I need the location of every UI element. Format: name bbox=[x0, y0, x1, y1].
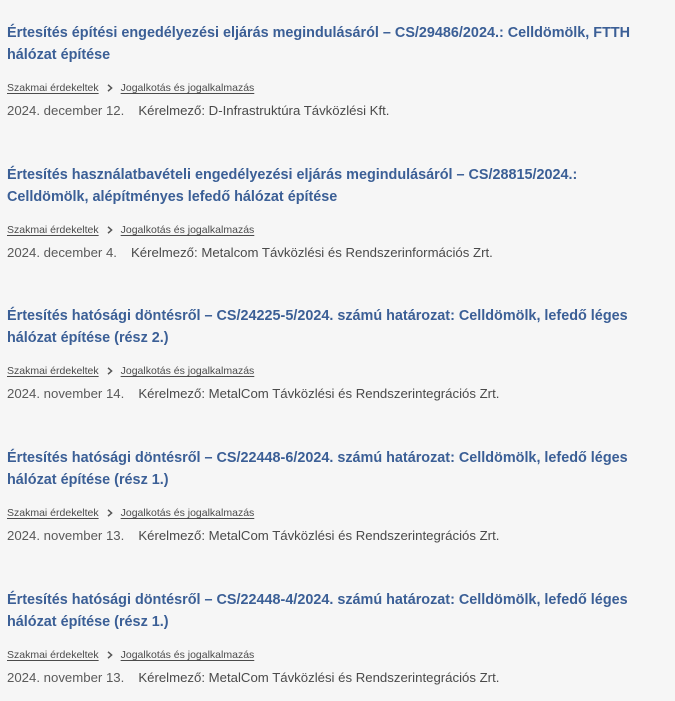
entry-title-link[interactable]: Értesítés hatósági döntésről – CS/22448-4/2024. számú határozat: Celldömölk, lefedő léges hálózat építése (rész 1.) bbox=[7, 592, 628, 630]
list-item bbox=[7, 447, 657, 545]
entry-date: 2024. november 13. bbox=[7, 670, 125, 685]
entry-meta bbox=[7, 102, 657, 120]
chevron-right-icon bbox=[99, 367, 121, 375]
entry-title-link[interactable]: Értesítés hatósági döntésről – CS/22448-6/2024. számú határozat: Celldömölk, lefedő léges hálózat építése (rész 1.) bbox=[7, 450, 628, 488]
entry-applicant: Kérelmező: Metalcom Távközlési és Rendszerinformációs Zrt. bbox=[130, 245, 493, 260]
entry-date: 2024. december 12. bbox=[7, 103, 125, 118]
list-item bbox=[7, 22, 657, 120]
entry-meta bbox=[7, 244, 657, 262]
list-item bbox=[7, 305, 657, 403]
entry-meta bbox=[7, 385, 657, 403]
entry-date: 2024. december 4. bbox=[7, 245, 117, 260]
chevron-right-icon bbox=[99, 651, 121, 659]
entry-title-link[interactable]: Értesítés használatbavételi engedélyezési eljárás megindulásáról – CS/28815/2024.: Celldömölk, alépítményes lefedő hálózat építése bbox=[7, 167, 578, 205]
breadcrumb-link[interactable]: Jogalkotás és jogalkalmazás bbox=[120, 82, 255, 94]
list-item bbox=[7, 164, 657, 262]
chevron-right-icon bbox=[99, 509, 121, 517]
breadcrumb-link[interactable]: Szakmai érdekeltek bbox=[7, 507, 99, 519]
breadcrumb bbox=[7, 363, 657, 379]
breadcrumb-link[interactable]: Jogalkotás és jogalkalmazás bbox=[120, 224, 255, 236]
entry-applicant: Kérelmező: MetalCom Távközlési és Rendszerintegrációs Zrt. bbox=[138, 386, 500, 401]
entry-date: 2024. november 13. bbox=[7, 528, 125, 543]
entry-applicant: Kérelmező: MetalCom Távközlési és Rendszerintegrációs Zrt. bbox=[138, 670, 500, 685]
breadcrumb bbox=[7, 80, 657, 96]
breadcrumb bbox=[7, 647, 657, 663]
chevron-right-icon bbox=[99, 226, 121, 234]
entry-meta bbox=[7, 669, 657, 687]
entry-title-link[interactable]: Értesítés hatósági döntésről – CS/24225-5/2024. számú határozat: Celldömölk, lefedő léges hálózat építése (rész 2.) bbox=[7, 308, 628, 346]
breadcrumb-link[interactable]: Jogalkotás és jogalkalmazás bbox=[120, 507, 255, 519]
chevron-right-icon bbox=[99, 84, 121, 92]
list-item bbox=[7, 589, 657, 687]
entry-meta bbox=[7, 527, 657, 545]
breadcrumb-link[interactable]: Jogalkotás és jogalkalmazás bbox=[120, 365, 255, 377]
entry-title-link[interactable]: Értesítés építési engedélyezési eljárás megindulásáról – CS/29486/2024.: Celldömölk, FTTH hálózat építése bbox=[7, 25, 631, 63]
entry-applicant: Kérelmező: MetalCom Távközlési és Rendszerintegrációs Zrt. bbox=[138, 528, 500, 543]
breadcrumb-link[interactable]: Szakmai érdekeltek bbox=[7, 82, 99, 94]
breadcrumb-link[interactable]: Szakmai érdekeltek bbox=[7, 224, 99, 236]
breadcrumb-link[interactable]: Jogalkotás és jogalkalmazás bbox=[120, 649, 255, 661]
entry-date: 2024. november 14. bbox=[7, 386, 125, 401]
entry-applicant: Kérelmező: D-Infrastruktúra Távközlési Kft. bbox=[138, 103, 390, 118]
breadcrumb-link[interactable]: Szakmai érdekeltek bbox=[7, 365, 99, 377]
breadcrumb bbox=[7, 222, 657, 238]
breadcrumb-link[interactable]: Szakmai érdekeltek bbox=[7, 649, 99, 661]
breadcrumb bbox=[7, 505, 657, 521]
